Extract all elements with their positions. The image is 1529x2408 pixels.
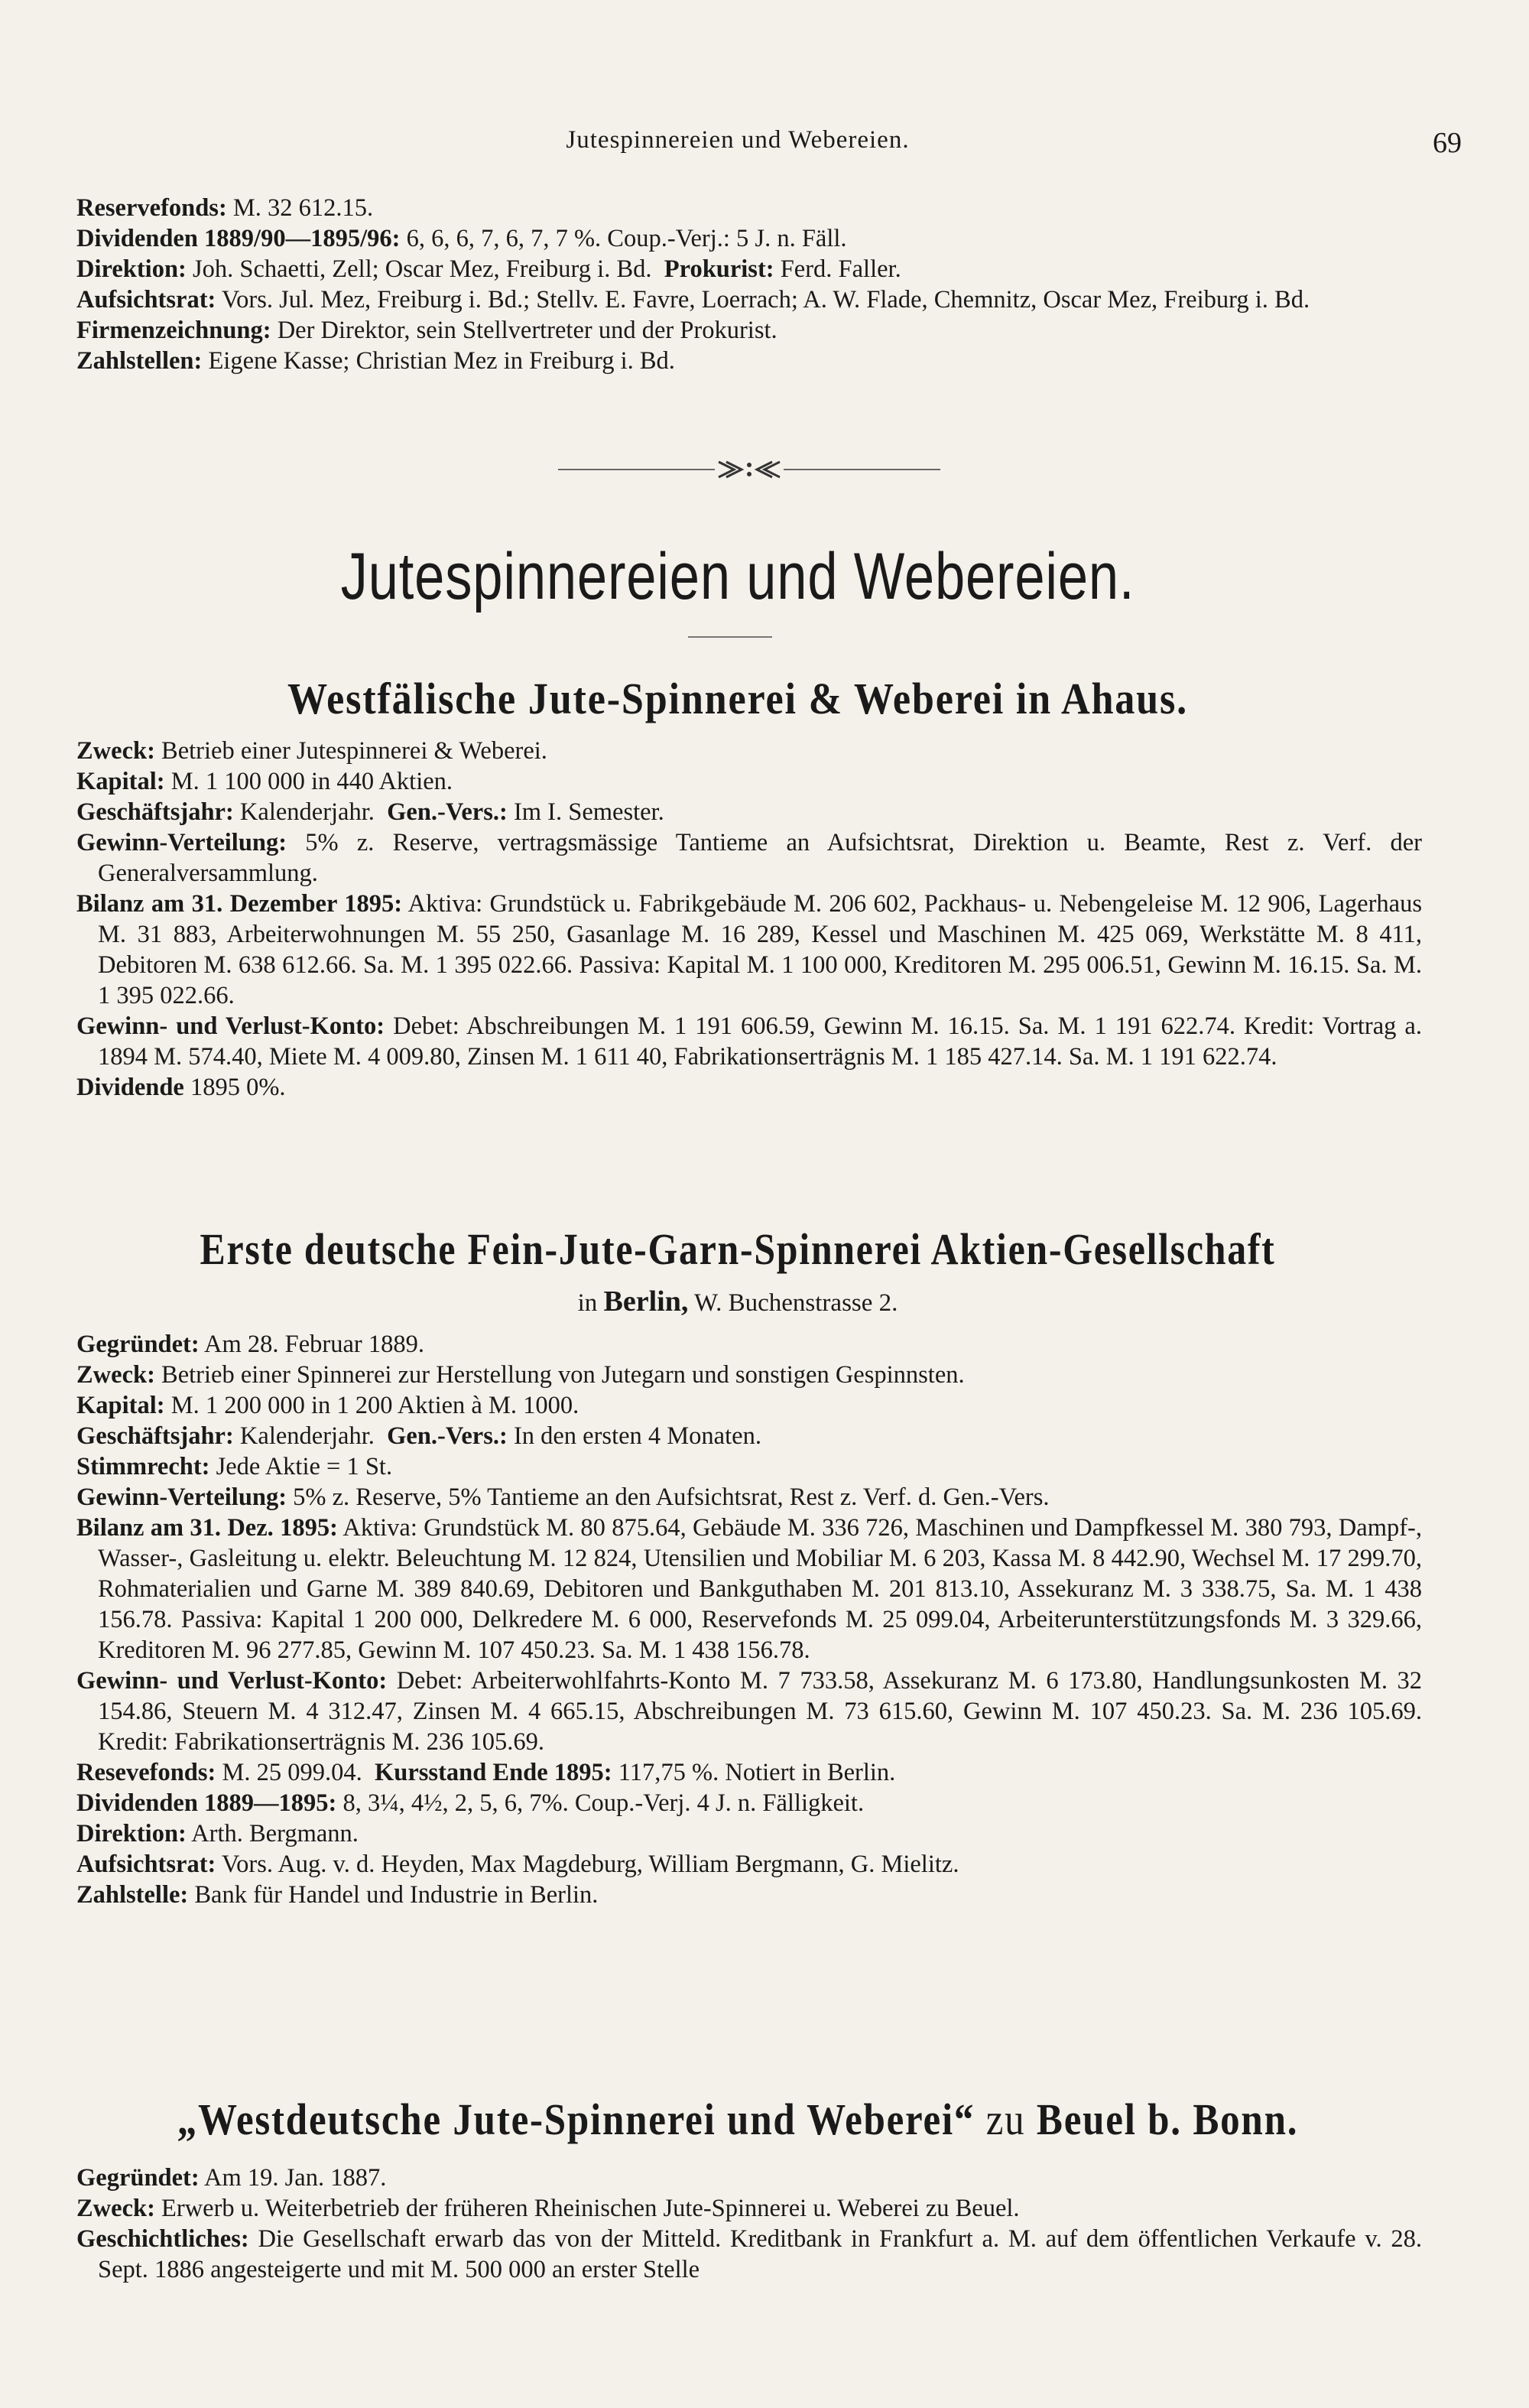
company2-aufsichtsrat	[76, 1849, 1422, 1880]
company1-bilanz	[76, 889, 1422, 1011]
entry-text-2: Ferd. Faller.	[774, 255, 901, 283]
entry-key: Geschäftsjahr:	[76, 798, 234, 826]
entry-zahlstellen	[76, 346, 1422, 376]
entry-key: Gewinn- und Verlust-Konto:	[76, 1012, 385, 1040]
company3-zweck	[76, 2193, 1422, 2224]
company2-zweck	[76, 1360, 1422, 1390]
company2-gegruendet	[76, 1329, 1422, 1360]
entry-key: Kapital:	[76, 1392, 165, 1419]
entry-text: 1895 0%.	[183, 1074, 286, 1101]
entry-text-2: Im I. Semester.	[507, 798, 664, 826]
company1-kapital	[76, 766, 1422, 797]
entry-text: Aktiva: Grundstück M. 80 875.64, Gebäude M. 336 726, Maschinen und Dampfkessel M. 380 793, Dampf-, Wasser-, Gasleitung u. elektr. Beleuchtung M. 12 824, Utensilien und Mobiliar M. 6 203, Kassa M. 8 442.90, Wechsel M. 17 299.70, Rohmaterialien und Garne M. 389 840.69, Debitoren und Bankguthaben M. 201 813.10, Assekuranz M. 3 338.75, Sa. M. 1 438 156.78. Passiva: Kapital 1 200 000, Delkredere M. 6 000, Reservefonds M. 25 099.04, Arbeiterunterstützungsfonds M. 3 329.66, Kreditoren M. 96 277.85, Gewinn M. 107 450.23. Sa. M. 1 438 156.78.	[98, 1514, 1422, 1664]
entry-text-2: 117,75 %. Notiert in Berlin.	[612, 1759, 896, 1786]
entry-key: Zweck:	[76, 2195, 155, 2222]
entry-text: Arth. Bergmann.	[186, 1820, 359, 1847]
company1-dividende	[76, 1072, 1422, 1103]
company2-title: Erste deutsche Fein-Jute-Garn-Spinnerei Aktien-Gesellschaft	[200, 1224, 1276, 1274]
company3-geschichtliches	[76, 2224, 1422, 2285]
entry-key: Dividende	[76, 1074, 184, 1101]
entry-reservefonds	[76, 193, 1422, 223]
company1-geschaeftsjahr	[76, 797, 1422, 827]
company2-dividenden	[76, 1788, 1422, 1818]
company2-gewinn-verlust	[76, 1665, 1422, 1757]
entry-key-2: Kursstand Ende 1895:	[375, 1759, 612, 1786]
entry-key: Aufsichtsrat:	[76, 286, 216, 314]
entry-key: Gewinn- und Verlust-Konto:	[76, 1667, 388, 1695]
entry-key: Firmenzeichnung:	[76, 317, 271, 344]
entry-key: Gegründet:	[76, 1331, 200, 1358]
entry-direktion	[76, 254, 1422, 284]
entry-key: Direktion:	[76, 255, 187, 283]
entry-text: Debet: Abschreibungen M. 1 191 606.59, Gewinn M. 16.15. Sa. M. 1 191 622.74. Kredit: Vortrag a. 1894 M. 574.40, Miete M. 4 009.80, Zinsen M. 1 611 40, Fabrikationserträgnis M. 1 185 427.14. Sa. M. 1 191 622.74.	[98, 1012, 1422, 1071]
entry-text: Kalenderjahr.	[233, 798, 375, 826]
company2-bilanz	[76, 1513, 1422, 1665]
company1-title: Westfälische Jute-Spinnerei & Weberei in Ahaus.	[287, 674, 1188, 723]
entry-text: Kalenderjahr.	[233, 1422, 375, 1450]
entry-text-2: In den ersten 4 Monaten.	[507, 1422, 761, 1450]
entry-text: Vors. Jul. Mez, Freiburg i. Bd.; Stellv. E. Favre, Loerrach; A. W. Flade, Chemnitz, Oscar Mez, Freiburg i. Bd.	[216, 286, 1310, 314]
entry-key-2: Prokurist:	[664, 255, 774, 283]
company2-location	[0, 1285, 1475, 1318]
entry-text: Erwerb u. Weiterbetrieb der früheren Rheinischen Jute-Spinnerei u. Weberei zu Beuel.	[154, 2195, 1020, 2222]
entry-key: Stimmrecht:	[76, 1453, 210, 1480]
entry-key: Zweck:	[76, 1361, 155, 1389]
company3-name: „Westdeutsche Jute-Spinnerei und Weberei“	[177, 2094, 976, 2144]
entry-key: Bilanz am 31. Dezember 1895:	[76, 890, 403, 918]
entry-text: Betrieb einer Spinnerei zur Herstellung von Jutegarn und sonstigen Gespinnsten.	[154, 1361, 965, 1389]
entry-text: 6, 6, 6, 7, 6, 7, 7 %. Coup.-Verj.: 5 J. n. Fäll.	[400, 225, 847, 252]
entry-text: Am 28. Februar 1889.	[199, 1331, 424, 1358]
entry-text: M. 1 200 000 in 1 200 Aktien à M. 1000.	[164, 1392, 579, 1419]
page-number: 69	[1433, 127, 1462, 159]
company3-name-connector: zu	[975, 2094, 1037, 2144]
company2-direktion	[76, 1818, 1422, 1849]
company3-block	[76, 2163, 1422, 2285]
entry-text: Bank für Handel und Industrie in Berlin.	[188, 1881, 599, 1909]
intro-block	[76, 193, 1422, 376]
running-title: Jutespinnereien und Webereien.	[566, 126, 910, 154]
location-prefix: in	[577, 1289, 604, 1317]
section-title: Jutespinnereien und Webereien.	[340, 540, 1135, 613]
entry-text: Der Direktor, sein Stellvertreter und der Prokurist.	[271, 317, 777, 344]
entry-text: M. 32 612.15.	[226, 194, 374, 222]
entry-dividenden	[76, 223, 1422, 254]
location-city: Berlin,	[603, 1285, 689, 1318]
entry-aufsichtsrat	[76, 284, 1422, 315]
entry-text: Am 19. Jan. 1887.	[199, 2164, 387, 2192]
entry-text: Debet: Arbeiterwohlfahrts-Konto M. 7 733.58, Assekuranz M. 6 173.80, Handlungsunkosten M. 32 154.86, Steuern M. 4 312.47, Zinsen M. 4 665.15, Abschreibungen M. 73 615.60, Gewinn M. 107 450.23. Sa. M. 236 105.69. Kredit: Fabrikationserträgnis M. 236 105.69.	[98, 1667, 1422, 1756]
entry-key: Bilanz am 31. Dez. 1895:	[76, 1514, 338, 1542]
entry-key: Resevefonds:	[76, 1759, 216, 1786]
entry-text: 5% z. Reserve, 5% Tantieme an den Aufsichtsrat, Rest z. Verf. d. Gen.-Vers.	[287, 1483, 1050, 1511]
entry-key: Gegründet:	[76, 2164, 200, 2192]
entry-key: Zahlstelle:	[76, 1881, 189, 1909]
company1-gewinn-verteilung	[76, 827, 1422, 889]
entry-key: Kapital:	[76, 768, 165, 795]
entry-key-2: Gen.-Vers.:	[387, 1422, 508, 1450]
company2-block	[76, 1329, 1422, 1910]
entry-key: Direktion:	[76, 1820, 187, 1847]
entry-key: Gewinn-Verteilung:	[76, 829, 287, 856]
entry-firmenzeichnung	[76, 315, 1422, 346]
company2-gewinn-verteilung	[76, 1482, 1422, 1513]
entry-key: Zweck:	[76, 737, 155, 765]
location-rest: W. Buchenstrasse 2.	[688, 1289, 898, 1317]
entry-key: Geschichtliches:	[76, 2225, 249, 2253]
entry-key-2: Gen.-Vers.:	[387, 798, 508, 826]
entry-key: Zahlstellen:	[76, 347, 203, 375]
company3-name-place: Beuel b. Bonn.	[1036, 2094, 1299, 2144]
running-header	[0, 126, 1529, 164]
entry-text: Die Gesellschaft erwarb das von der Mitteld. Kreditbank in Frankfurt a. M. auf dem öffentlichen Verkaufe v. 28. Sept. 1886 angesteigerte und mit M. 500 000 an erster Stelle	[98, 2225, 1422, 2283]
entry-text: Eigene Kasse; Christian Mez in Freiburg i. Bd.	[202, 347, 675, 375]
entry-text: M. 25 099.04.	[216, 1759, 362, 1786]
company3-title	[89, 2094, 1387, 2145]
entry-text: M. 1 100 000 in 440 Aktien.	[164, 768, 453, 795]
entry-text: Vors. Aug. v. d. Heyden, Max Magdeburg, William Bergmann, G. Mielitz.	[216, 1851, 959, 1878]
entry-key: Gewinn-Verteilung:	[76, 1483, 287, 1511]
company2-stimmrecht	[76, 1451, 1422, 1482]
entry-text: Jede Aktie = 1 St.	[209, 1453, 393, 1480]
company2-zahlstelle	[76, 1880, 1422, 1910]
company2-geschaeftsjahr	[76, 1421, 1422, 1451]
entry-key: Aufsichtsrat:	[76, 1851, 216, 1878]
section-rule	[688, 636, 772, 638]
entry-text: 8, 3¼, 4½, 2, 5, 6, 7%. Coup.-Verj. 4 J. n. Fälligkeit.	[336, 1789, 865, 1817]
entry-text: Aktiva: Grundstück u. Fabrikgebäude M. 206 602, Packhaus- u. Nebengeleise M. 12 906, Lagerhaus M. 31 883, Arbeiterwohnungen M. 55 250, Gasanlage M. 16 289, Kessel und Maschinen M. 425 069, Werkstätte M. 8 411, Debitoren M. 638 612.66. Sa. M. 1 395 022.66. Passiva: Kapital M. 1 100 000, Kreditoren M. 295 006.51, Gewinn M. 16.15. Sa. M. 1 395 022.66.	[98, 890, 1422, 1009]
entry-key: Geschäftsjahr:	[76, 1422, 234, 1450]
company1-zweck	[76, 736, 1422, 766]
entry-key: Dividenden 1889—1895:	[76, 1789, 337, 1817]
company3-gegruendet	[76, 2163, 1422, 2193]
company2-kapital	[76, 1390, 1422, 1421]
entry-key: Reservefonds:	[76, 194, 227, 222]
entry-text: Joh. Schaetti, Zell; Oscar Mez, Freiburg i. Bd.	[186, 255, 652, 283]
company1-gewinn-verlust	[76, 1011, 1422, 1072]
entry-key: Dividenden 1889/90—1895/96:	[76, 225, 401, 252]
company1-block	[76, 736, 1422, 1103]
company2-reservefonds	[76, 1757, 1422, 1788]
entry-text: 5% z. Reserve, vertragsmässige Tantieme an Aufsichtsrat, Direktion u. Beamte, Rest z. Verf. der Generalversammlung.	[98, 829, 1422, 887]
entry-text: Betrieb einer Jutespinnerei & Weberei.	[154, 737, 547, 765]
ornament-divider	[558, 454, 940, 485]
